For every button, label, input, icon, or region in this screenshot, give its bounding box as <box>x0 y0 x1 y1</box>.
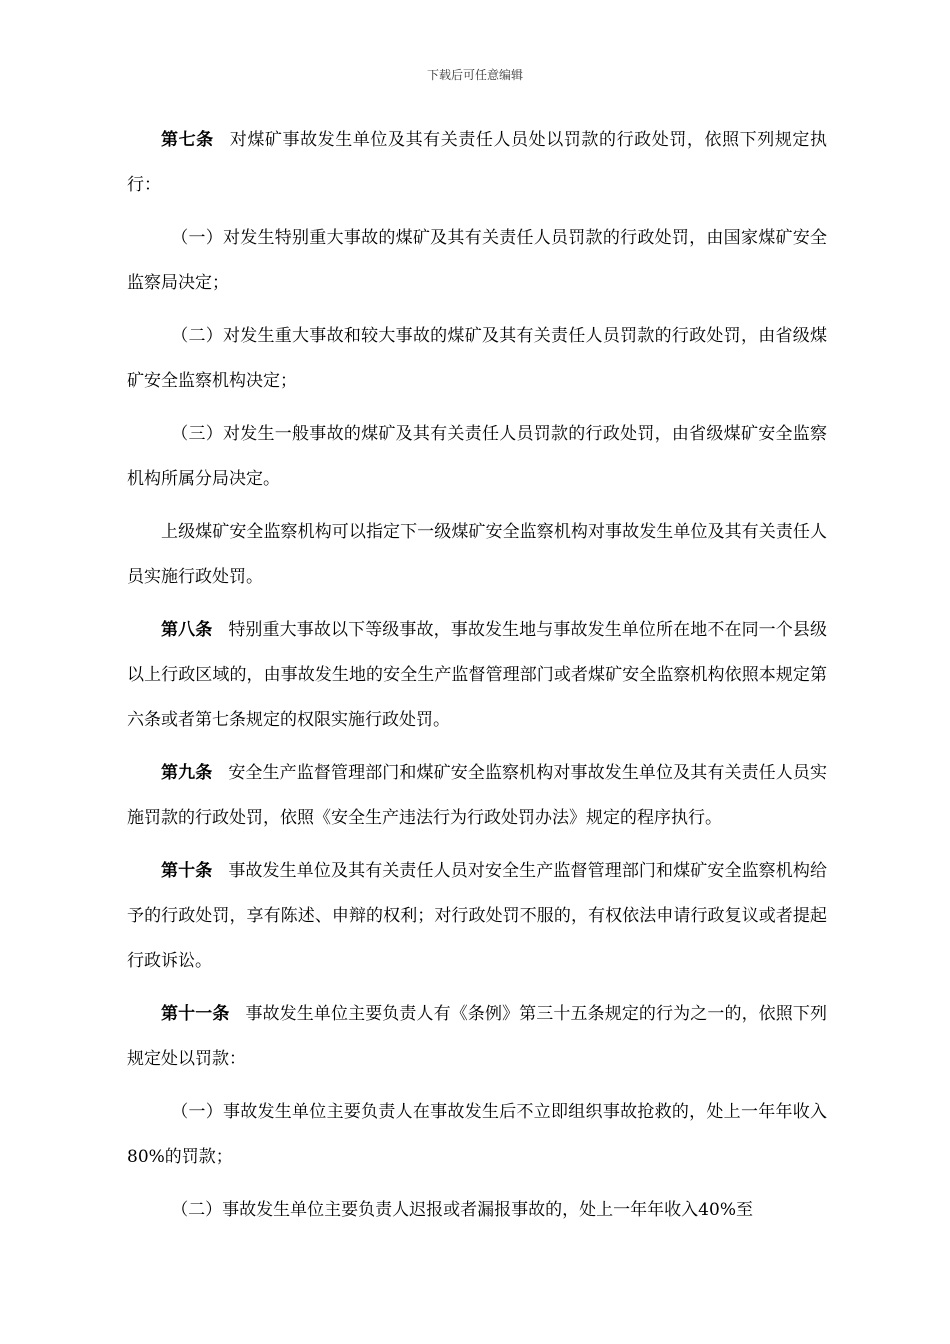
article-8-label: 第八条 <box>161 620 213 640</box>
article-7 <box>127 118 827 208</box>
article-10-text: 事故发生单位及其有关责任人员对安全生产监督管理部门和煤矿安全监察机构给予的行政处罚，享有陈述、申辩的权利；对行政处罚不服的，有权依法申请行政复议或者提起行政诉讼。 <box>127 861 828 971</box>
article-11 <box>127 992 827 1082</box>
article-9-label: 第九条 <box>161 763 213 783</box>
article-7-item-1: （一）对发生特别重大事故的煤矿及其有关责任人员罚款的行政处罚，由国家煤矿安全监察局决定； <box>127 228 827 293</box>
article-7-note: 上级煤矿安全监察机构可以指定下一级煤矿安全监察机构对事故发生单位及其有关责任人员实施行政处罚。 <box>127 522 827 587</box>
article-11-label: 第十一条 <box>161 1004 230 1024</box>
article-7-label: 第七条 <box>161 130 214 150</box>
article-11-item-1: （一）事故发生单位主要负责人在事故发生后不立即组织事故抢救的，处上一年年收入80%的罚款； <box>127 1102 827 1167</box>
article-7-text: 对煤矿事故发生单位及其有关责任人员处以罚款的行政处罚，依照下列规定执行： <box>127 130 827 195</box>
article-8 <box>127 608 827 743</box>
article-7-item-3: （三）对发生一般事故的煤矿及其有关责任人员罚款的行政处罚，由省级煤矿安全监察机构所属分局决定。 <box>127 424 827 489</box>
article-10-label: 第十条 <box>161 861 213 881</box>
document-body <box>127 118 827 1241</box>
article-10 <box>127 849 827 984</box>
article-8-text: 特别重大事故以下等级事故，事故发生地与事故发生单位所在地不在同一个县级以上行政区域的，由事故发生地的安全生产监督管理部门或者煤矿安全监察机构依照本规定第六条或者第七条规定的权限实施行政处罚。 <box>127 620 828 730</box>
article-11-text: 事故发生单位主要负责人有《条例》第三十五条规定的行为之一的，依照下列规定处以罚款： <box>127 1004 828 1069</box>
article-7-item-2: （二）对发生重大事故和较大事故的煤矿及其有关责任人员罚款的行政处罚，由省级煤矿安全监察机构决定； <box>127 326 827 391</box>
article-11-item-2: （二）事故发生单位主要负责人迟报或者漏报事故的，处上一年年收入40%至 <box>171 1200 753 1220</box>
article-9-text: 安全生产监督管理部门和煤矿安全监察机构对事故发生单位及其有关责任人员实施罚款的行政处罚，依照《安全生产违法行为行政处罚办法》规定的程序执行。 <box>127 763 828 828</box>
article-9 <box>127 751 827 841</box>
page-header: 下载后可任意编辑 <box>426 68 523 82</box>
